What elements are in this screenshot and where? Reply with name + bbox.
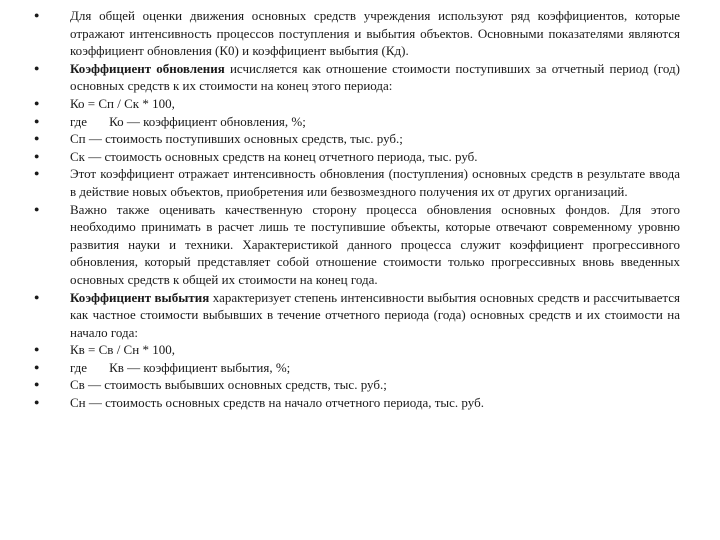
item-text: Сп — стоимость поступивших основных средств, тыс. руб.; <box>70 131 403 147</box>
formula-text: Кв = Св / Сн * 100, <box>70 342 175 358</box>
item-text: Сн — стоимость основных средств на начало отчетного периода, тыс. руб. <box>70 395 484 411</box>
bullet-icon: ● <box>34 62 40 73</box>
list-item <box>34 95 680 113</box>
list-item <box>34 359 680 377</box>
item-text: Кв — коэффициент выбытия, %; <box>109 359 291 375</box>
item-text: Для общей оценки движения основных средств учреждения используют ряд коэффициентов, которые отражают интенсивность процессов поступления и выбытия объектов. Основными показателями являются коэффициент обновления (К0) и коэффициент выбытия (Кд). <box>70 8 680 59</box>
bullet-icon: ● <box>34 291 40 302</box>
bullet-icon: ● <box>34 397 40 408</box>
list-item <box>34 201 680 289</box>
list-item <box>34 394 680 412</box>
term-bold: Коэффициент обновления <box>70 60 225 76</box>
item-lead: где <box>70 113 88 129</box>
bullet-icon: ● <box>34 203 40 214</box>
bullet-icon: ● <box>34 115 40 126</box>
item-text: исчисляется как отношение стоимости поступивших за отчетный период (год) основных средств к их стоимости на конец этого периода: <box>70 60 680 94</box>
term-bold: Коэффициент выбытия <box>70 289 210 305</box>
list-item <box>34 165 680 200</box>
bullet-icon: ● <box>34 150 40 161</box>
item-text: Ко — коэффициент обновления, %; <box>109 113 306 129</box>
bullet-icon: ● <box>34 344 40 355</box>
item-text: Этот коэффициент отражает интенсивность обновления (поступления) основных средств в результате ввода в действие новых объектов, приобретения или безвозмездного получения их от других организаций. <box>70 166 680 199</box>
item-text: Важно также оценивать качественную сторону процесса обновления основных фондов. Для этого необходимо принимать в расчет лишь те поступившие объекты, которые отвечают современному уровню развития науки и техники. Характеристикой данного процесса служит коэффициент прогрессивного обновления, который представляет собой отношение стоимости только прогрессивных вновь введенных основных средств к общей их стоимости на конец года. <box>70 201 680 287</box>
list-item <box>34 7 680 60</box>
list-item <box>34 289 680 342</box>
list-item <box>34 130 680 148</box>
bullet-icon: ● <box>34 97 40 108</box>
bullet-icon: ● <box>34 168 40 179</box>
list-item <box>34 376 680 394</box>
bullet-icon: ● <box>34 133 40 144</box>
bullet-icon: ● <box>34 379 40 390</box>
item-text: Ск — стоимость основных средств на конец отчетного периода, тыс. руб. <box>70 148 478 164</box>
list-item <box>34 60 680 95</box>
formula-text: Ко = Сп / Ск * 100, <box>70 95 175 111</box>
list-item <box>34 113 680 131</box>
item-text: характеризует степень интенсивности выбытия основных средств и рассчитывается как частное стоимости выбывших в течение отчетного периода (года) основных средств и их стоимости на начало года: <box>70 289 680 340</box>
item-lead: где <box>70 359 88 375</box>
bullet-icon: ● <box>34 361 40 372</box>
item-text: Св — стоимость выбывших основных средств, тыс. руб.; <box>70 377 387 393</box>
list-item <box>34 148 680 166</box>
bullet-icon: ● <box>34 10 40 20</box>
list-item <box>34 341 680 359</box>
bullet-list <box>34 7 680 412</box>
